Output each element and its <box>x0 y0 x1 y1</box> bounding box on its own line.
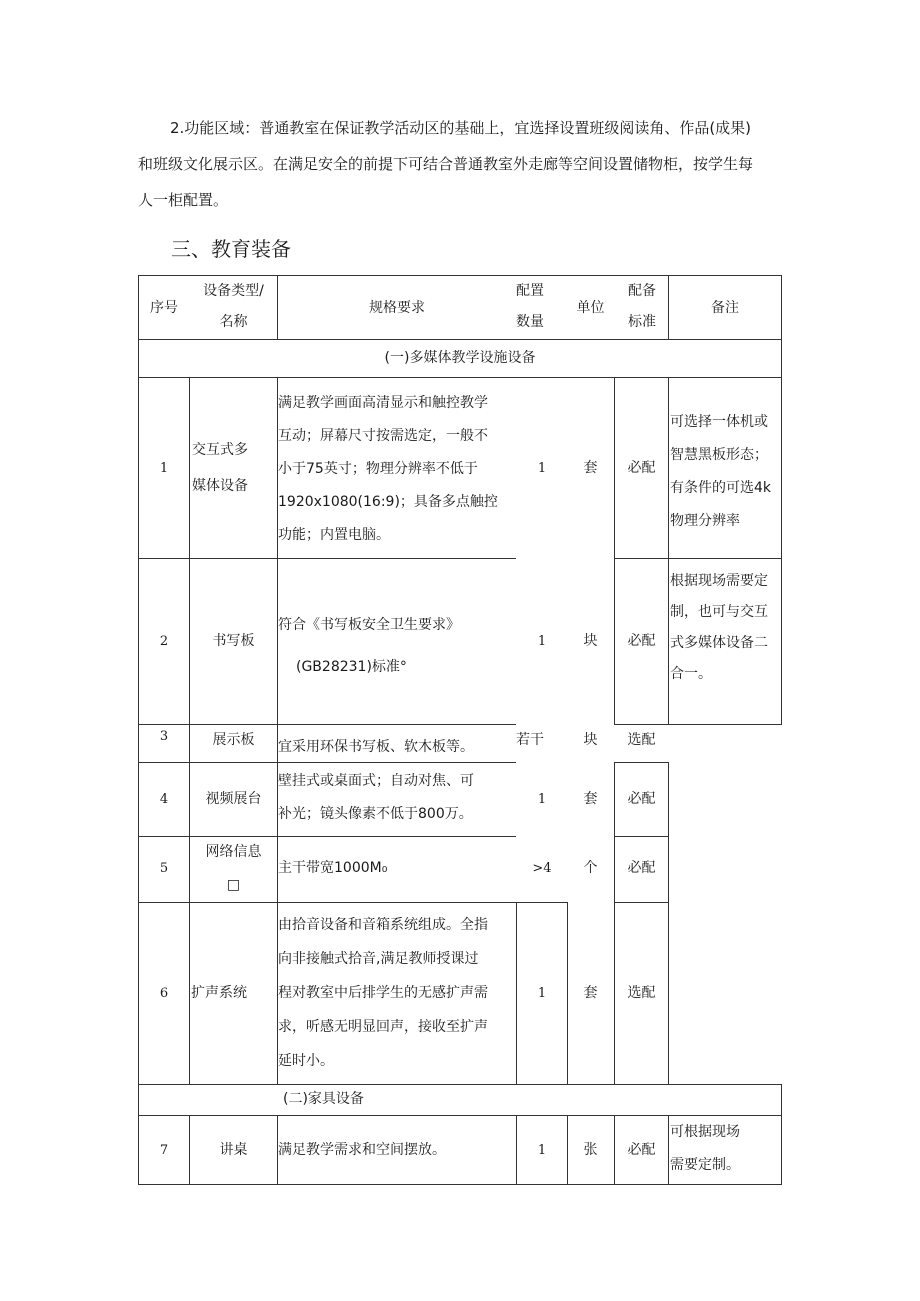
row-std: 选配 <box>627 732 656 748</box>
row-seq: 7 <box>159 1143 169 1158</box>
group-title: (二)家具设备 <box>283 1091 364 1107</box>
header-seq: 序号 <box>150 299 178 316</box>
row-name: 讲桌 <box>219 1142 248 1158</box>
row-spec <box>277 731 517 764</box>
row-name: 展示板 <box>212 732 255 748</box>
row-name: 视频展台 <box>205 791 262 807</box>
header-std <box>620 276 664 338</box>
header-name <box>190 276 277 338</box>
row-note-line: 有条件的可选4k <box>670 480 772 496</box>
row-unit: 套 <box>583 460 598 476</box>
row-seq: 3 <box>159 729 169 744</box>
row-name-line: 网络信息 <box>205 844 262 860</box>
section-heading: 三、教育装备 <box>171 237 291 261</box>
row-name-line: □ <box>226 877 241 893</box>
row-seq: 4 <box>159 792 169 807</box>
row-std: 必配 <box>627 633 656 649</box>
row-std: 必配 <box>627 1142 656 1158</box>
header-name-line: 名称 <box>219 314 248 330</box>
row-spec-line: (GB28231)标准° <box>296 659 407 675</box>
group-title: (一)多媒体教学设施设备 <box>384 349 536 366</box>
row-qty: 1 <box>537 461 547 476</box>
row-note-line: 可根据现场 <box>670 1124 740 1140</box>
table-rule <box>614 836 668 837</box>
row-std: 必配 <box>627 860 656 876</box>
row-spec-line: 程对教室中后排学生的无感扩声需 <box>278 985 488 1001</box>
row-name: 扩声系统 <box>191 985 247 1001</box>
row-spec-line: 小于75英寸；物理分辨率不低于 <box>278 461 478 477</box>
row-spec-line: 补光；镜头像素不低于800万。 <box>278 806 473 822</box>
header-std-line: 标准 <box>628 314 656 330</box>
table-rule <box>614 377 615 724</box>
row-seq: 6 <box>159 986 169 1001</box>
row-spec-line: 互动；屏幕尺寸按需选定，一般不 <box>278 428 488 444</box>
row-name: 书写板 <box>212 633 255 649</box>
row-spec-line: 满足教学需求和空间摆放。 <box>278 1142 446 1158</box>
row-spec-line: 满足教学画面高清显示和触控教学 <box>278 395 488 411</box>
row-spec <box>277 604 517 688</box>
table-rule <box>614 558 782 559</box>
row-spec <box>277 765 517 831</box>
row-spec-line: 由拾音设备和音箱系统组成。全指 <box>278 917 488 933</box>
row-qty: 1 <box>537 1143 547 1158</box>
row-note <box>670 1116 782 1182</box>
intro-line: 和班级文化展示区。在满足安全的前提下可结合普通教室外走廊等空间设置储物柜，按学生每 <box>138 155 754 173</box>
row-note-line: 根据现场需要定 <box>670 573 768 589</box>
row-note-line: 制，也可与交互 <box>670 604 768 620</box>
row-unit: 张 <box>583 1142 598 1158</box>
row-qty: 1 <box>537 792 547 807</box>
row-name <box>190 432 277 504</box>
row-name <box>190 836 277 902</box>
table-rule <box>138 902 568 903</box>
intro-line: 2.功能区域：普通教室在保证教学活动区的基础上，宜选择设置班级阅读角、作品(成果) <box>170 119 752 137</box>
table-rule <box>138 1184 782 1185</box>
row-unit: 套 <box>583 985 598 1001</box>
row-seq: 1 <box>159 460 169 476</box>
row-spec-line: 求，听感无明显回声，接收至扩声 <box>278 1019 488 1035</box>
header-qty-line: 数量 <box>516 314 544 330</box>
header-unit: 单位 <box>576 299 605 316</box>
row-spec-line: 壁挂式或桌面式；自动对焦、可 <box>278 773 474 789</box>
row-seq: 2 <box>159 634 169 649</box>
row-name-line: 媒体设备 <box>192 478 248 494</box>
row-spec-line: 主干带宽1000M₀ <box>278 860 388 876</box>
row-spec-line: 延时小。 <box>278 1053 334 1069</box>
row-name-line: 交互式多 <box>192 442 248 458</box>
header-qty-line: 配置 <box>516 283 544 299</box>
row-seq: 5 <box>159 861 169 876</box>
row-spec-line: 功能；内置电脑。 <box>278 527 390 543</box>
row-spec-line: 向非接触式拾音,满足教师授课过 <box>278 951 479 967</box>
header-note: 备注 <box>711 299 739 316</box>
row-spec <box>277 1134 517 1167</box>
row-note-line: 合一。 <box>670 666 712 682</box>
row-unit: 块 <box>583 732 598 748</box>
header-qty <box>510 276 550 338</box>
table-rule <box>138 377 782 378</box>
row-spec <box>277 852 517 885</box>
row-std: 必配 <box>627 791 656 807</box>
row-spec-line: 符合《书写板安全卫生要求》 <box>278 617 460 633</box>
row-qty: >4 <box>532 861 552 876</box>
row-qty: 1 <box>537 986 547 1001</box>
table-rule <box>668 1115 669 1184</box>
header-spec: 规格要求 <box>369 299 425 316</box>
row-spec <box>277 387 517 552</box>
row-note-line: 智慧黑板形态； <box>670 447 768 463</box>
table-rule <box>668 377 669 724</box>
row-qty: 若干 <box>516 732 544 748</box>
table-rule <box>668 762 669 1084</box>
table-rule <box>138 558 516 559</box>
row-unit: 个 <box>583 860 598 876</box>
row-std: 选配 <box>627 985 656 1001</box>
row-note-line: 物理分辨率 <box>670 513 740 529</box>
header-name-line: 设备类型/ <box>203 283 264 299</box>
row-spec <box>277 908 517 1078</box>
row-note-line: 需要定制。 <box>670 1157 740 1173</box>
row-qty: 1 <box>537 634 547 649</box>
row-note-line: 式多媒体设备二 <box>670 635 768 651</box>
row-std: 必配 <box>627 460 656 476</box>
row-note <box>670 406 782 538</box>
table-rule <box>614 902 668 903</box>
table-rule <box>614 762 668 763</box>
row-note <box>670 566 782 690</box>
row-unit: 套 <box>583 791 598 807</box>
row-unit: 块 <box>583 633 598 649</box>
row-spec-line: 宜采用环保书写板、软木板等。 <box>278 739 474 755</box>
header-std-line: 配备 <box>628 283 656 299</box>
intro-paragraph <box>138 110 788 218</box>
row-spec-line: 1920x1080(16:9)；具备多点触控 <box>278 494 498 510</box>
intro-line: 人一柜配置。 <box>138 191 229 209</box>
row-note-line: 可选择一体机或 <box>670 414 768 430</box>
